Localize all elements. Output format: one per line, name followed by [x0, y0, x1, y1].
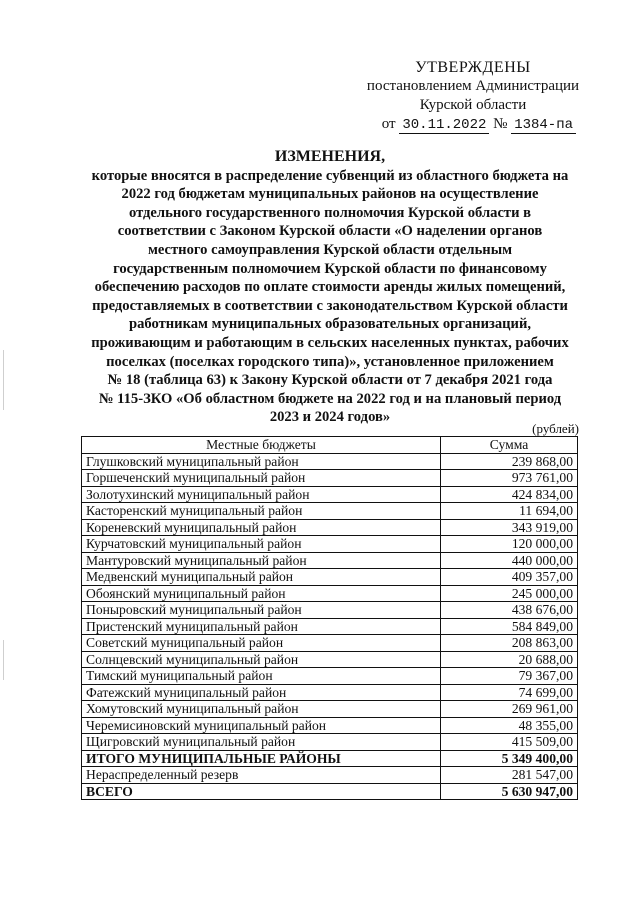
district-amount: 343 919,00 — [441, 519, 578, 536]
table-row — [82, 717, 578, 734]
table-row — [82, 453, 578, 470]
district-name: Курчатовский муниципальный район — [82, 536, 441, 553]
heading-line: 2023 и 2024 годов» — [269, 409, 391, 426]
approval-line-1: постановлением Администрации — [366, 78, 580, 94]
approval-block — [360, 58, 586, 135]
table-row — [82, 486, 578, 503]
district-amount: 415 509,00 — [441, 734, 578, 751]
district-name: Поныровский муниципальный район — [82, 602, 441, 619]
district-name: Обоянский муниципальный район — [82, 585, 441, 602]
approval-stamp: УТВЕРЖДЕНЫ — [415, 59, 531, 76]
district-amount: 269 961,00 — [441, 701, 578, 718]
table-row — [82, 734, 578, 751]
units-label: (рублей) — [532, 421, 579, 436]
table-row — [82, 519, 578, 536]
heading-line: проживающим и работающим в сельских населенных пунктах, рабочих — [91, 334, 569, 351]
table-row — [82, 503, 578, 520]
district-name: Пристенский муниципальный район — [82, 618, 441, 635]
district-name: Щигровский муниципальный район — [82, 734, 441, 751]
table-row — [82, 668, 578, 685]
district-name: Мантуровский муниципальный район — [82, 552, 441, 569]
district-amount: 74 699,00 — [441, 684, 578, 701]
district-name: Советский муниципальный район — [82, 635, 441, 652]
approval-date: 30.11.2022 — [399, 117, 489, 134]
date-prefix: от — [381, 116, 396, 132]
header-amount: Сумма — [441, 437, 578, 454]
district-name: Глушковский муниципальный район — [82, 453, 441, 470]
district-amount: 438 676,00 — [441, 602, 578, 619]
district-name: Фатежский муниципальный район — [82, 684, 441, 701]
approval-line-2: Курской области — [419, 97, 527, 113]
district-amount: 440 000,00 — [441, 552, 578, 569]
heading-line: поселках (поселках городского типа)», установленное приложением — [106, 353, 554, 370]
district-name: Тимский муниципальный район — [82, 668, 441, 685]
table-row — [82, 618, 578, 635]
heading-line: предоставляемых в соответствии с законодательством Курской области — [92, 297, 568, 314]
reserve-label: Нераспределенный резерв — [82, 767, 441, 784]
reserve-amount: 281 547,00 — [441, 767, 578, 784]
heading-line: государственным полномочием Курской области по финансовому — [113, 260, 547, 277]
subtotal-amount: 5 349 400,00 — [441, 750, 578, 767]
heading-line: местного самоуправления Курской области отдельным — [147, 241, 513, 258]
table-row — [82, 635, 578, 652]
header-local-budgets: Местные бюджеты — [82, 437, 441, 454]
district-amount: 584 849,00 — [441, 618, 578, 635]
district-amount: 208 863,00 — [441, 635, 578, 652]
table-row — [82, 470, 578, 487]
district-amount: 409 357,00 — [441, 569, 578, 586]
grand-total-row — [82, 783, 578, 800]
table-row — [82, 536, 578, 553]
grand-total-label: ВСЕГО — [82, 783, 441, 800]
table-row — [82, 602, 578, 619]
district-name: Черемисиновский муниципальный район — [82, 717, 441, 734]
subtotal-row — [82, 750, 578, 767]
district-amount: 120 000,00 — [441, 536, 578, 553]
heading-line: обеспечению расходов по оплате стоимости аренды жилых помещений, — [94, 279, 566, 296]
scan-edge-mark — [3, 350, 4, 410]
number-prefix: № — [493, 116, 508, 132]
heading-line: 2022 год бюджетам муниципальных районов на осуществление — [121, 186, 539, 203]
heading-line: № 18 (таблица 63) к Закону Курской области от 7 декабря 2021 года — [107, 372, 553, 389]
heading-line: отдельного государственного полномочия Курской области в — [128, 204, 532, 221]
document-title: ИЗМЕНЕНИЯ, — [274, 148, 386, 165]
reserve-row — [82, 767, 578, 784]
heading-line: соответствии с Законом Курской области «О наделении органов — [117, 223, 543, 240]
district-name: Медвенский муниципальный район — [82, 569, 441, 586]
table-row — [82, 569, 578, 586]
scan-edge-mark — [3, 640, 4, 680]
district-amount: 424 834,00 — [441, 486, 578, 503]
approval-date-line — [360, 115, 586, 135]
district-name: Касторенский муниципальный район — [82, 503, 441, 520]
grand-total-amount: 5 630 947,00 — [441, 783, 578, 800]
table-row — [82, 585, 578, 602]
subtotal-label: ИТОГО МУНИЦИПАЛЬНЫЕ РАЙОНЫ — [82, 750, 441, 767]
table-row — [82, 701, 578, 718]
district-amount: 20 688,00 — [441, 651, 578, 668]
district-name: Солнцевский муниципальный район — [82, 651, 441, 668]
table-row — [82, 684, 578, 701]
district-name: Золотухинский муниципальный район — [82, 486, 441, 503]
document-heading — [74, 148, 586, 427]
district-amount: 973 761,00 — [441, 470, 578, 487]
table-row — [82, 651, 578, 668]
district-name: Кореневский муниципальный район — [82, 519, 441, 536]
heading-line: № 115-ЗКО «Об областном бюджете на 2022 год и на плановый период — [98, 390, 562, 407]
district-amount: 79 367,00 — [441, 668, 578, 685]
district-amount: 245 000,00 — [441, 585, 578, 602]
district-amount: 48 355,00 — [441, 717, 578, 734]
table-row — [82, 552, 578, 569]
heading-line: работникам муниципальных образовательных организаций, — [128, 316, 532, 333]
table-header-row — [82, 437, 578, 454]
approval-number: 1384-па — [511, 117, 576, 134]
district-name: Горшеченский муниципальный район — [82, 470, 441, 487]
district-amount: 239 868,00 — [441, 453, 578, 470]
district-name: Хомутовский муниципальный район — [82, 701, 441, 718]
district-amount: 11 694,00 — [441, 503, 578, 520]
budget-table — [81, 436, 578, 800]
heading-line: которые вносятся в распределение субвенций из областного бюджета на — [91, 167, 569, 184]
